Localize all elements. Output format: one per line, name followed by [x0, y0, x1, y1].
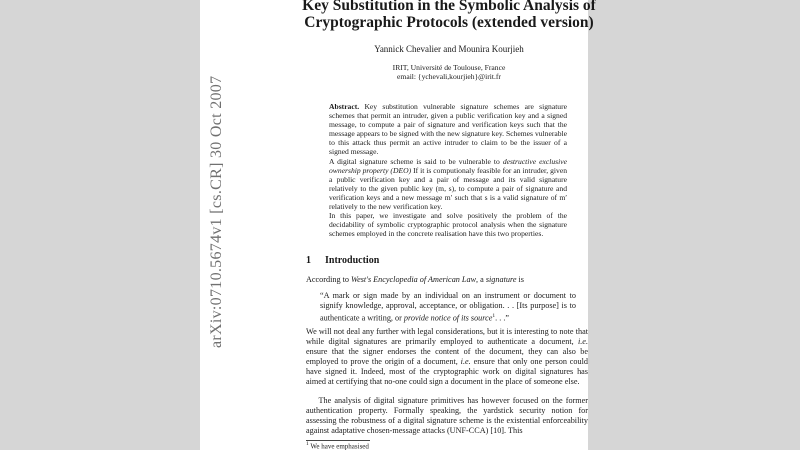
email: email: {ychevali,kourjieh}@irit.fr: [397, 72, 501, 81]
intro-lead-a: According to: [306, 275, 352, 284]
quote-text-a: “A mark or sign made by an individual on an instrument or document to signify knowledge, approval, acceptance, or obligation. . . [Its purpose] is to authenticate a writing, or: [320, 291, 576, 323]
affiliation-block: [300, 63, 598, 81]
intro-p2-a: We will not deal any further with legal considerations, but it is interesting to note that while digital signatures are primarily employed to authenticate a document,: [306, 327, 588, 346]
abstract-paragraph-3: In this paper, we investigate and solve positively the problem of the decidability of symbolic cryptographic protocol analysis when the signature schemes employed in the concrete realisation have this two properties.: [329, 211, 567, 239]
intro-lead-c: is: [516, 275, 524, 284]
signature-term: signature: [485, 275, 517, 284]
footnote-marker: 1: [492, 313, 496, 319]
footnote-text: We have emphasised: [310, 442, 369, 450]
intro-p2-c: ensure that only one person could have signed it. Indeed, most of the cryptographic work on digital signatures has aimed at certifying that no-one could sign a document in the place of someone else.: [306, 357, 588, 386]
section-number: 1: [306, 255, 311, 266]
left-margin: [0, 0, 200, 450]
intro-lead-b: , a: [476, 275, 486, 284]
intro-paragraph-3: [306, 396, 588, 436]
paper-title-line-2: Cryptographic Protocols (extended version): [304, 14, 594, 31]
intro-p2-b: ensure that the signer endorses the content of the document, they can also be employed to prove the origin of a document,: [306, 347, 588, 366]
quote-text-b: . . .”: [495, 313, 510, 323]
abstract-label: Abstract.: [329, 102, 360, 111]
abstract-deo-term: destructive exclusive ownership property (DEO): [329, 156, 567, 175]
authors: Yannick Chevalier and Mounira Kourjieh: [374, 44, 524, 54]
affiliation: IRIT, Université de Toulouse, France: [392, 63, 506, 72]
abstract: [329, 102, 567, 238]
footnote-number: 1: [306, 441, 309, 447]
intro-paragraph-2: [306, 327, 588, 387]
abstract-paragraph-2: [329, 157, 567, 212]
section-title: Introduction: [325, 255, 380, 266]
intro-p3-text: The analysis of digital signature primitives has however focused on the former authentication property. Formally speaking, the yardstick security notion for assessing the robustness of a digital signature scheme is the existential enforceability against adaptative chosen-message attacks (UNF-CCA) [10]. This: [306, 396, 589, 435]
quote-block: [320, 291, 576, 324]
paper-title-line-1: Key Substitution in the Symbolic Analysis of: [302, 0, 596, 14]
ie-2: i.e.: [460, 357, 471, 366]
ie-1: i.e.: [577, 337, 588, 346]
abstract-text-2b: If it is computionaly feasible for an intruder, given a public verification key and a pair of message and its valid signature relatively to the given public key (m, s), to compute a pair of signature and verification keys and a new message m′ such that s is a valid signature of m′ relatively to the new verification key.: [329, 165, 567, 212]
quote-emphasis: provide notice of its source: [403, 313, 493, 323]
footnote: [306, 441, 369, 450]
right-margin: [588, 0, 800, 450]
intro-lead: [306, 275, 588, 285]
arxiv-identifier: arXiv:0710.5674v1 [cs.CR] 30 Oct 2007: [208, 75, 225, 348]
section-heading: [306, 255, 379, 266]
abstract-paragraph-1: [329, 102, 567, 157]
encyclopedia-title: West's Encyclopedia of American Law: [351, 275, 477, 284]
abstract-text-2a: A digital signature scheme is said to be vulnerable to: [329, 156, 503, 166]
abstract-text-1: Key substitution vulnerable signature schemes are signature schemes that permit an intruder, given a public verification key and a signed message, to compute a pair of signature and verification keys such that the message appears to be signed with the new signature key. Schemes vulnerable to this attack thus permit an active intruder to claim to be the issuer of a signed message.: [329, 102, 567, 157]
